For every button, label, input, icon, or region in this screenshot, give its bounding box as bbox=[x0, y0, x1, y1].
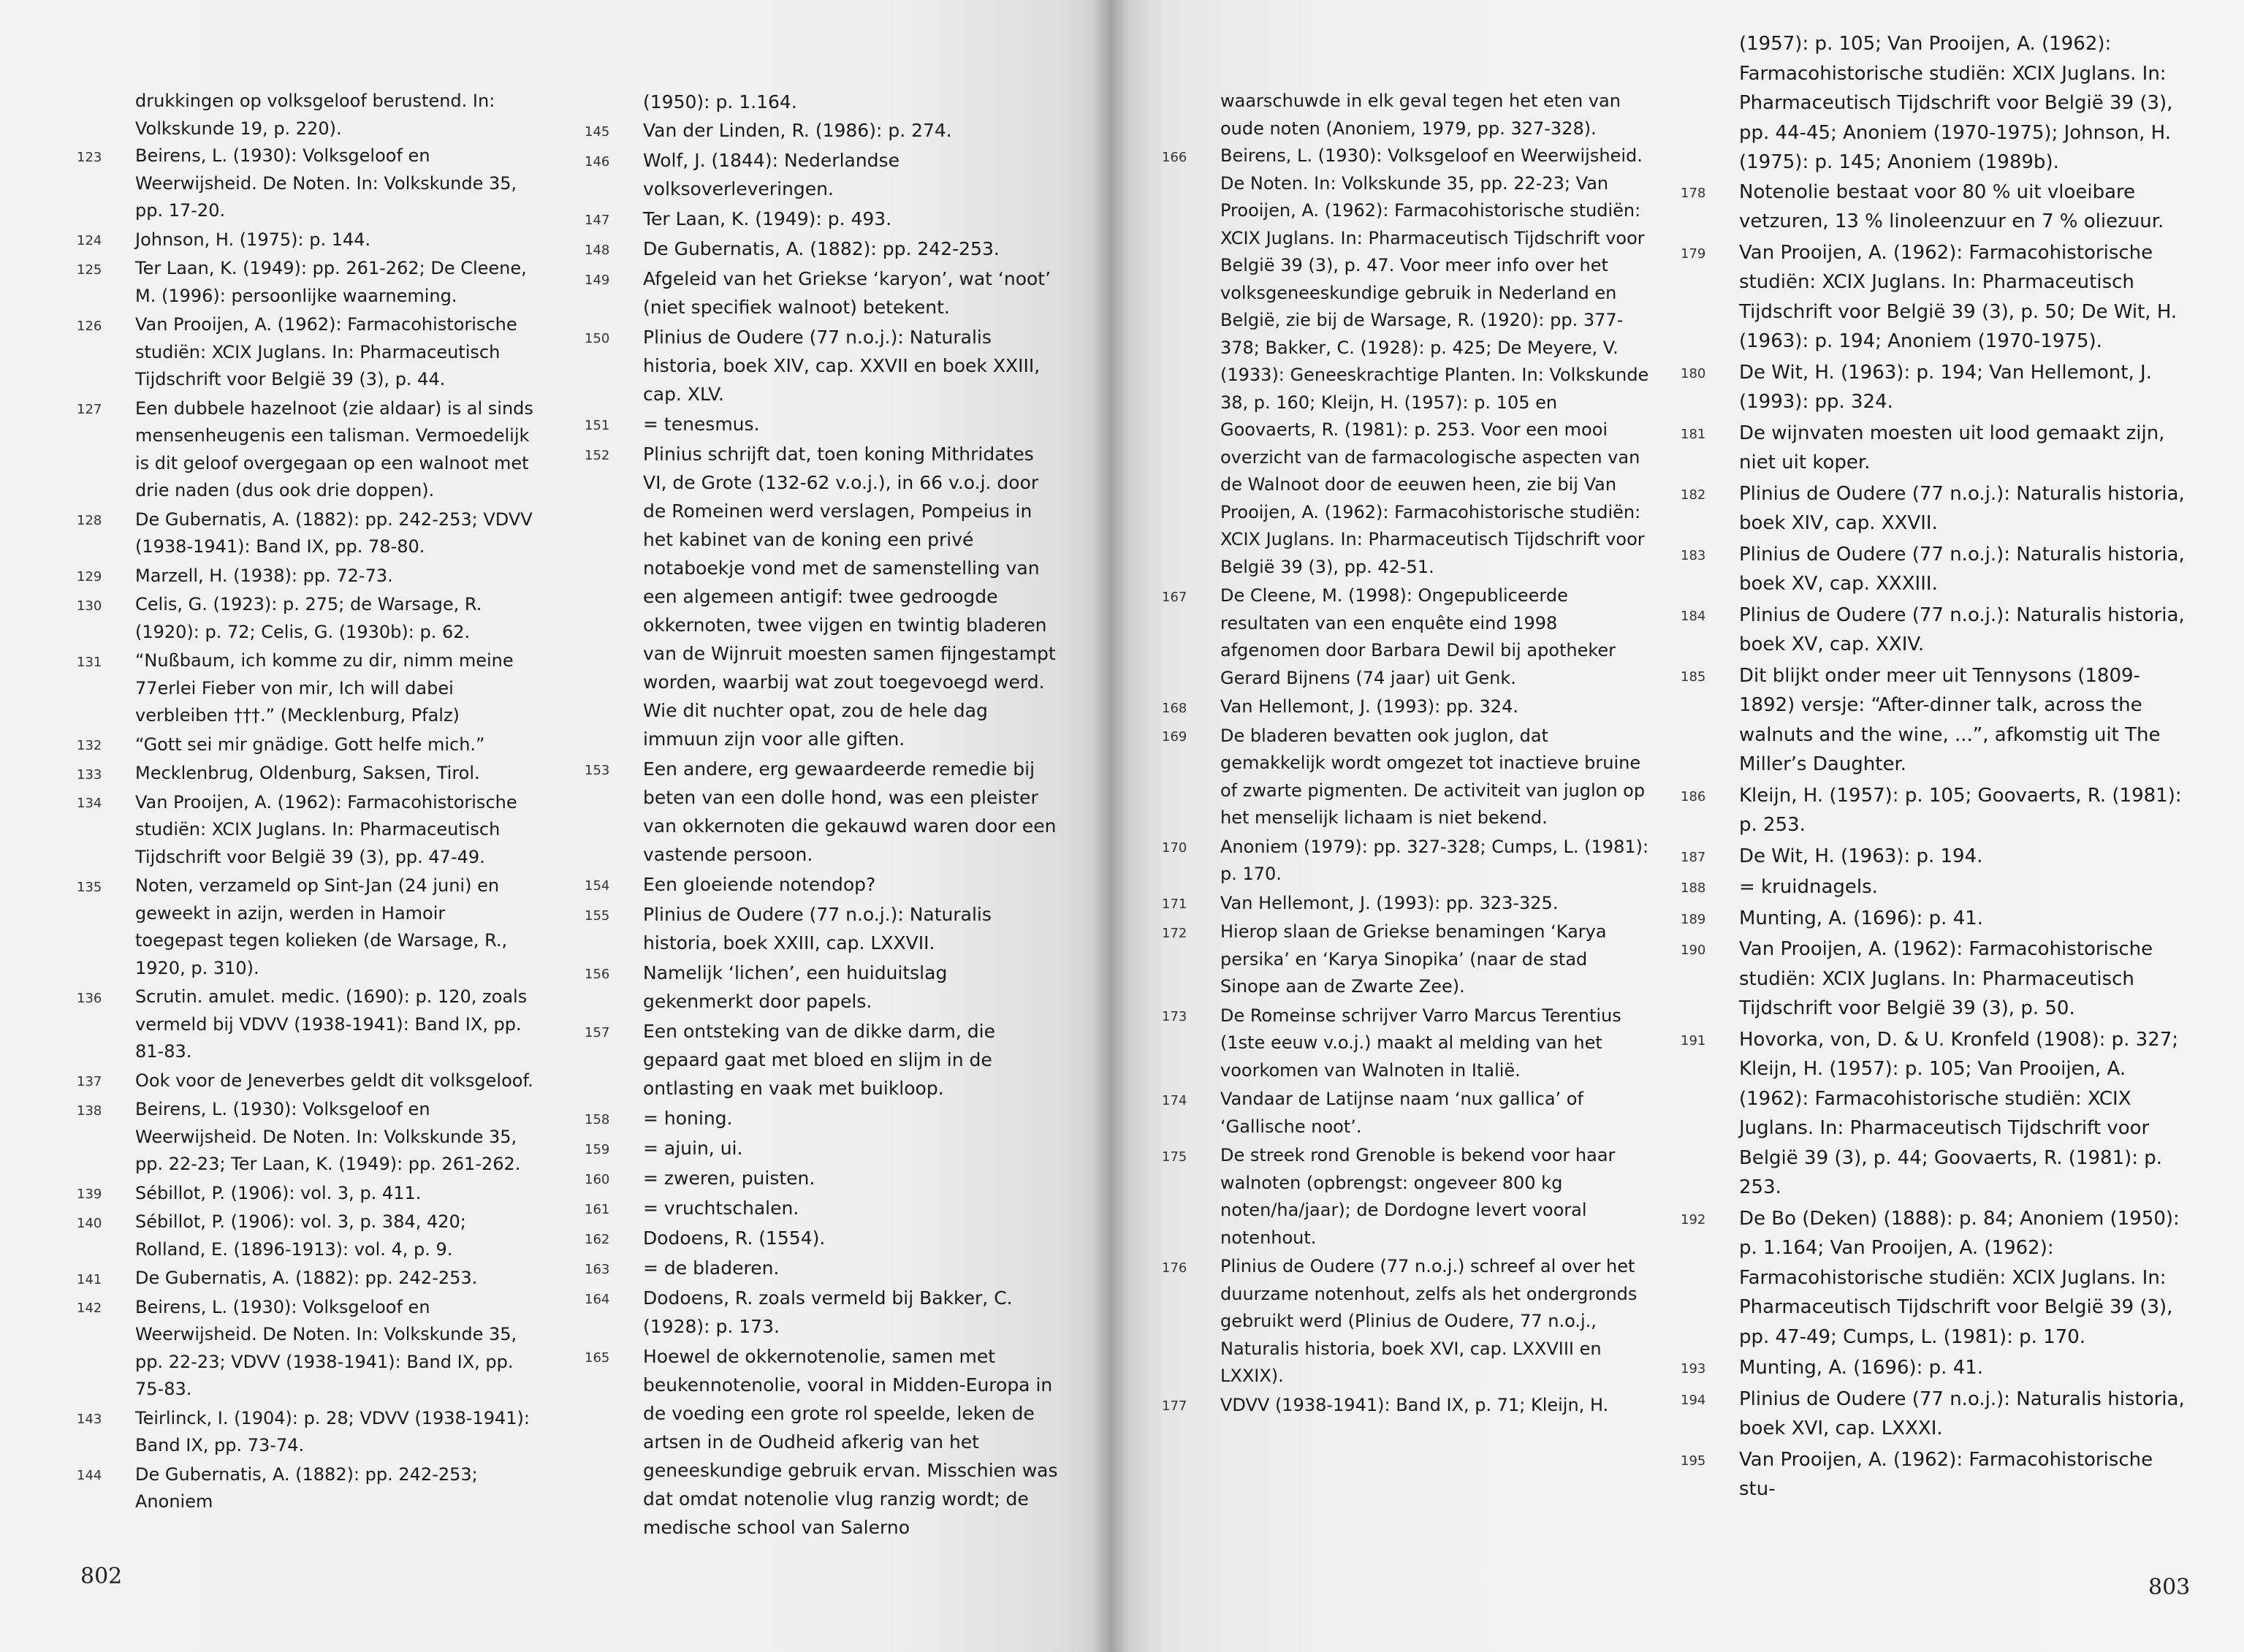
footnote bbox=[585, 323, 1060, 408]
footnote bbox=[585, 116, 1060, 145]
footnote bbox=[585, 870, 1060, 899]
footnote-number: 193 bbox=[1681, 1361, 1706, 1377]
footnote-number: 177 bbox=[1162, 1398, 1187, 1415]
footnote-text: Van Prooijen, A. (1962): Farmacohistorische studiën: XCIX Juglans. In: Pharmaceutisch Tijdschrift voor België 39 (3), pp. 47-49. bbox=[135, 791, 517, 867]
footnote-number: 170 bbox=[1162, 840, 1187, 856]
footnote-number: 188 bbox=[1681, 880, 1706, 897]
footnote bbox=[77, 506, 537, 561]
continued-note: drukkingen op volksgeloof berustend. In: Volkskunde 19, p. 220). bbox=[135, 91, 495, 139]
footnote-text: De Gubernatis, A. (1882): pp. 242-253. bbox=[135, 1268, 478, 1288]
footnote-text: Van Prooijen, A. (1962): Farmacohistorische studiën: XCIX Juglans. In: Pharmaceutisch Tijdschrift voor België 39 (3), p. 50. bbox=[1739, 938, 2153, 1019]
footnote-number: 182 bbox=[1681, 487, 1706, 503]
footnote-number: 130 bbox=[77, 598, 102, 614]
footnote-text: Hoewel de okkernotenolie, samen met beukennotenolie, vooral in Midden-Europa in de voeding een grote rol speelde, leken de artsen in de Oudheid afkerig van het geneeskundige gebruik ervan. Misschien was dat omdat notenolie vlug ranzig wordt; de medische school van Salerno bbox=[643, 1346, 1058, 1538]
footnote-text: = zweren, puisten. bbox=[643, 1168, 815, 1189]
footnote-number: 160 bbox=[585, 1171, 610, 1187]
footnote-text: Een gloeiende notendop? bbox=[643, 874, 876, 895]
footnote-number: 167 bbox=[1162, 589, 1187, 605]
footnote-number: 166 bbox=[1162, 149, 1187, 165]
notes-column-3 bbox=[1162, 88, 1651, 1420]
footnote-number: 168 bbox=[1162, 700, 1187, 716]
footnote bbox=[1162, 918, 1651, 1001]
footnote-text: De wijnvaten moesten uit lood gemaakt zijn, niet uit koper. bbox=[1739, 422, 2165, 473]
footnote-number: 172 bbox=[1162, 925, 1187, 941]
footnote-text: Johnson, H. (1975): p. 144. bbox=[135, 229, 371, 250]
footnote-number: 174 bbox=[1162, 1092, 1187, 1108]
footnote-text: = de bladeren. bbox=[643, 1257, 780, 1279]
footnote-number: 158 bbox=[585, 1111, 610, 1127]
footnote-text: Een dubbele hazelnoot (zie aldaar) is al sinds mensenheugenis een talisman. Vermoedelijk is dit geloof overgegaan op een walnoot met drie naden (dus ook drie doppen). bbox=[135, 397, 533, 500]
footnote-text: = ajuin, ui. bbox=[643, 1138, 743, 1159]
footnote bbox=[77, 563, 537, 590]
footnote-text: Afgeleid van het Griekse ‘karyon’, wat ‘noot’ (niet specifiek walnoot) betekent. bbox=[643, 268, 1051, 318]
footnote-text: Ook voor de Jeneverbes geldt dit volksgeloof. bbox=[135, 1070, 533, 1091]
footnote-number: 134 bbox=[77, 796, 102, 812]
footnote bbox=[1162, 582, 1651, 692]
footnote-text: Plinius de Oudere (77 n.o.j.): Naturalis historia, boek XV, cap. XXXIII. bbox=[1739, 543, 2185, 595]
footnote-number: 135 bbox=[77, 879, 102, 895]
footnote bbox=[585, 1164, 1060, 1192]
footnote bbox=[1681, 904, 2192, 934]
footnote-text: = vruchtschalen. bbox=[643, 1198, 799, 1219]
footnote bbox=[77, 731, 537, 759]
left-page bbox=[0, 0, 1111, 1652]
footnote bbox=[585, 146, 1060, 203]
footnote-text: Beirens, L. (1930): Volksgeloof en Weerwijsheid. De Noten. In: Volkskunde 35, pp. 22-23; Van Prooijen, A. (1962): Farmacohistorische studiën: XCIX Juglans. In: Pharmaceutisch Tijdschrift voor België 39 (3), p. 47. Voor meer info over het volksgeneeskundige gebruik in Nederland en België, zie bij de Warsage, R. (1920): pp. 377-378; Bakker, C. (1928): p. 425; De Meyere, V. (1933): Geneeskrachtige Planten. In: Volkskunde 38, p. 160; Kleijn, H. (1957): p. 105 en Goovaerts, R. (1981): p. 253. Voor een mooi overzicht van de farmacologische aspecten van de Walnoot door de eeuwen heen, zie bij Van Prooijen, A. (1962): Farmacohistorische studiën: XCIX Juglans. In: Pharmaceutisch Tijdschrift voor België 39 (3), pp. 42-51. bbox=[1220, 145, 1649, 577]
footnote bbox=[77, 227, 537, 254]
footnote-number: 152 bbox=[585, 447, 610, 463]
footnote-number: 128 bbox=[77, 513, 102, 529]
footnote-text: Van Hellemont, J. (1993): pp. 324. bbox=[1220, 696, 1518, 717]
footnote-text: De Cleene, M. (1998): Ongepubliceerde resultaten van een enquête eind 1998 afgenomen door Barbara Dewil bij apotheker Gerard Bijnens (74 jaar) uit Genk. bbox=[1220, 585, 1616, 688]
footnote-number: 171 bbox=[1162, 897, 1187, 913]
footnote bbox=[1681, 1353, 2192, 1383]
page-number-right: 803 bbox=[2148, 1575, 2191, 1600]
footnote bbox=[1681, 358, 2192, 417]
footnote-text: Plinius de Oudere (77 n.o.j.) schreef al over het duurzame notenhout, zelfs als het ondergronds gebruikt werd (Plinius de Oudere, 77 n.o.j., Naturalis historia, boek XVI, cap. LXXVIII en LXXIX). bbox=[1220, 1256, 1638, 1386]
footnote-number: 138 bbox=[77, 1103, 102, 1119]
footnote-text: De Wit, H. (1963): p. 194; Van Hellemont, J. (1993): pp. 324. bbox=[1739, 361, 2152, 413]
footnote-text: De bladeren bevatten ook juglon, dat gemakkelijk wordt omgezet tot inactieve bruine of zwarte pigmenten. De activiteit van juglon op het menselijk lichaam is niet bekend. bbox=[1220, 725, 1646, 828]
footnote-text: Anoniem (1979): pp. 327-328; Cumps, L. (1981): p. 170. bbox=[1220, 836, 1649, 884]
footnote bbox=[585, 755, 1060, 869]
footnote-number: 146 bbox=[585, 153, 610, 170]
footnote-text: = tenesmus. bbox=[643, 414, 760, 435]
footnote bbox=[77, 142, 537, 225]
footnote-number: 178 bbox=[1681, 185, 1706, 201]
footnote-number: 157 bbox=[585, 1024, 610, 1040]
footnote-text: Beirens, L. (1930): Volksgeloof en Weerwijsheid. De Noten. In: Volkskunde 35, pp. 17-20. bbox=[135, 145, 517, 221]
footnote-number: 124 bbox=[77, 233, 102, 249]
footnote bbox=[77, 983, 537, 1066]
continued-note: (1950): p. 1.164. bbox=[643, 91, 797, 113]
footnote-text: Plinius de Oudere (77 n.o.j.): Naturalis historia, boek XVI, cap. LXXXI. bbox=[1739, 1388, 2185, 1439]
footnote-number: 140 bbox=[77, 1215, 102, 1231]
footnote bbox=[77, 1180, 537, 1208]
footnote bbox=[1681, 842, 2192, 872]
footnote-text: De Gubernatis, A. (1882): pp. 242-253; Anoniem bbox=[135, 1463, 478, 1512]
footnote bbox=[1681, 540, 2192, 599]
footnote-number: 151 bbox=[585, 417, 610, 433]
footnote-number: 183 bbox=[1681, 547, 1706, 563]
footnote bbox=[77, 760, 537, 788]
footnote-number: 191 bbox=[1681, 1032, 1706, 1048]
footnote bbox=[1681, 419, 2192, 478]
footnote bbox=[585, 1342, 1060, 1542]
footnote-text: Van Hellemont, J. (1993): pp. 323-325. bbox=[1220, 892, 1559, 913]
footnote-number: 126 bbox=[77, 318, 102, 334]
footnote-text: Kleijn, H. (1957): p. 105; Goovaerts, R. (1981): p. 253. bbox=[1739, 784, 2182, 836]
footnote-number: 143 bbox=[77, 1412, 102, 1428]
footnote-text: Hovorka, von, D. & U. Kronfeld (1908): p. 327; Kleijn, H. (1957): p. 105; Van Prooijen, A. (1962): Farmacohistorische studiën: XCIX Juglans. In: Pharmaceutisch Tijdschrift voor België 39 (3), p. 44; Goovaerts, R. (1981): p. 253. bbox=[1739, 1028, 2179, 1198]
footnote-text: Plinius de Oudere (77 n.o.j.): Naturalis historia, boek XIV, cap. XXVII en boek XXIII, cap. XLV. bbox=[643, 327, 1041, 405]
footnote-number: 148 bbox=[585, 242, 610, 258]
footnote bbox=[1681, 872, 2192, 902]
footnote-text: Beirens, L. (1930): Volksgeloof en Weerwijsheid. De Noten. In: Volkskunde 35, pp. 22-23; Ter Laan, K. (1949): pp. 261-262. bbox=[135, 1099, 521, 1174]
footnote bbox=[585, 959, 1060, 1016]
footnote-number: 139 bbox=[77, 1187, 102, 1203]
footnote-text: Teirlinck, I. (1904): p. 28; VDVV (1938-1941): Band IX, pp. 73-74. bbox=[135, 1407, 530, 1455]
footnote-number: 189 bbox=[1681, 911, 1706, 927]
footnote-number: 132 bbox=[77, 738, 102, 754]
footnote-text: Dit blijkt onder meer uit Tennysons (1809-1892) versje: “After-dinner talk, across the walnuts and the wine, ...”, afkomstig uit The Miller’s Daughter. bbox=[1739, 664, 2161, 775]
footnote bbox=[585, 1284, 1060, 1341]
footnote bbox=[77, 395, 537, 505]
footnote bbox=[77, 1405, 537, 1460]
footnote bbox=[585, 1134, 1060, 1162]
footnote bbox=[77, 872, 537, 982]
footnote bbox=[1162, 1142, 1651, 1252]
footnote bbox=[77, 647, 537, 730]
footnote-text: Celis, G. (1923): p. 275; de Warsage, R. (1920): p. 72; Celis, G. (1930b): p. 62. bbox=[135, 594, 482, 642]
footnote-number: 131 bbox=[77, 654, 102, 670]
footnote-number: 185 bbox=[1681, 669, 1706, 685]
footnote-number: 173 bbox=[1162, 1009, 1187, 1025]
footnote-number: 123 bbox=[77, 149, 102, 165]
footnote-text: Van Prooijen, A. (1962): Farmacohistorische stu- bbox=[1739, 1448, 2153, 1500]
footnote-number: 163 bbox=[585, 1261, 610, 1277]
footnote-number: 194 bbox=[1681, 1392, 1706, 1408]
footnote-number: 147 bbox=[585, 212, 610, 228]
footnote bbox=[585, 1224, 1060, 1252]
footnote bbox=[77, 1294, 537, 1404]
footnote-text: Wolf, J. (1844): Nederlandse volksoverleveringen. bbox=[643, 150, 899, 199]
footnote bbox=[1681, 1025, 2192, 1203]
footnote-number: 127 bbox=[77, 402, 102, 418]
footnote-number: 149 bbox=[585, 272, 610, 288]
footnote-text: Van Prooijen, A. (1962): Farmacohistorische studiën: XCIX Juglans. In: Pharmaceutisch Tijdschrift voor België 39 (3), p. 44. bbox=[135, 314, 517, 389]
footnote bbox=[1162, 723, 1651, 832]
page-number-left: 802 bbox=[80, 1564, 123, 1589]
footnote-text: Plinius de Oudere (77 n.o.j.): Naturalis historia, boek XV, cap. XXIV. bbox=[1739, 604, 2185, 655]
footnote bbox=[585, 1017, 1060, 1103]
footnote-text: Munting, A. (1696): p. 41. bbox=[1739, 907, 1984, 929]
footnote-number: 142 bbox=[77, 1301, 102, 1317]
footnote-number: 125 bbox=[77, 262, 102, 278]
footnote-text: Noten, verzameld op Sint-Jan (24 juni) en geweekt in azijn, werden in Hamoir toegepast tegen kolieken (de Warsage, R., 1920, p. 310). bbox=[135, 875, 508, 978]
footnote-text: “Gott sei mir gnädige. Gott helfe mich.” bbox=[135, 734, 485, 755]
footnote-number: 155 bbox=[585, 907, 610, 924]
footnote-text: Munting, A. (1696): p. 41. bbox=[1739, 1357, 1984, 1379]
footnote-text: De Romeinse schrijver Varro Marcus Terentius (1ste eeuw v.o.j.) maakt al melding van het voorkomen van Walnoten in Italië. bbox=[1220, 1005, 1621, 1081]
footnote-number: 175 bbox=[1162, 1149, 1187, 1165]
footnote-number: 181 bbox=[1681, 426, 1706, 442]
footnote bbox=[77, 1067, 537, 1095]
footnote-text: De streek rond Grenoble is bekend voor haar walnoten (opbrengst: ongeveer 800 kg noten/ha/jaar); de Dordogne levert vooral notenhout. bbox=[1220, 1145, 1616, 1248]
footnote bbox=[1681, 781, 2192, 840]
footnote bbox=[585, 235, 1060, 263]
footnote bbox=[585, 410, 1060, 438]
footnote-number: 195 bbox=[1681, 1453, 1706, 1469]
footnote-number: 136 bbox=[77, 990, 102, 1006]
footnote bbox=[1162, 693, 1651, 721]
footnote bbox=[1681, 661, 2192, 780]
footnote bbox=[77, 1461, 537, 1516]
footnote-text: “Nußbaum, ich komme zu dir, nimm meine 77erlei Fieber von mir, Ich will dabei verbleiben †††.” (Mecklenburg, Pfalz) bbox=[135, 650, 514, 726]
footnote-text: De Bo (Deken) (1888): p. 84; Anoniem (1950): p. 1.164; Van Prooijen, A. (1962): Farmacohistorische studiën: XCIX Juglans. In: Pharmaceutisch Tijdschrift voor België 39 (3), pp. 47-49; Cumps, L. (1981): p. 170. bbox=[1739, 1207, 2180, 1348]
footnote-number: 184 bbox=[1681, 608, 1706, 624]
footnote-number: 187 bbox=[1681, 849, 1706, 865]
footnote bbox=[1681, 601, 2192, 660]
footnote-text: Mecklenbrug, Oldenburg, Saksen, Tirol. bbox=[135, 763, 480, 783]
footnote-text: = kruidnagels. bbox=[1739, 876, 1878, 898]
footnote-number: 169 bbox=[1162, 729, 1187, 745]
footnote-text: Notenolie bestaat voor 80 % uit vloeibare vetzuren, 13 % linoleenzuur en 7 % oliezuur. bbox=[1739, 180, 2164, 232]
footnote bbox=[1681, 238, 2192, 357]
footnote-text: Namelijk ‘lichen’, een huiduitslag gekenmerkt door papels. bbox=[643, 962, 948, 1012]
footnote bbox=[1162, 1392, 1651, 1420]
footnote-text: Hierop slaan de Griekse benamingen ‘Karya persika’ en ‘Karya Sinopika’ (naar de stad Sinope aan de Zwarte Zee). bbox=[1220, 921, 1607, 997]
footnote-text: Van Prooijen, A. (1962): Farmacohistorische studiën: XCIX Juglans. In: Pharmaceutisch Tijdschrift voor België 39 (3), p. 50; De Wit, H. (1963): p. 194; Anoniem (1970-1975). bbox=[1739, 241, 2178, 352]
footnote-number: 129 bbox=[77, 569, 102, 585]
footnote bbox=[1162, 142, 1651, 581]
footnote-number: 180 bbox=[1681, 365, 1706, 381]
footnote bbox=[1162, 1002, 1651, 1085]
footnote bbox=[585, 205, 1060, 233]
footnote-number: 176 bbox=[1162, 1260, 1187, 1276]
footnote-number: 144 bbox=[77, 1468, 102, 1484]
footnote-text: Ter Laan, K. (1949): pp. 261-262; De Cleene, M. (1996): persoonlijke waarneming. bbox=[135, 258, 527, 306]
footnote-text: = honing. bbox=[643, 1108, 733, 1129]
footnote bbox=[585, 1104, 1060, 1133]
footnote bbox=[585, 440, 1060, 753]
footnote-text: Beirens, L. (1930): Volksgeloof en Weerwijsheid. De Noten. In: Volkskunde 35, pp. 22-23; VDVV (1938-1941): Band IX, pp. 75-83. bbox=[135, 1296, 517, 1399]
footnote-number: 179 bbox=[1681, 245, 1706, 262]
footnote-text: Van der Linden, R. (1986): p. 274. bbox=[643, 120, 952, 141]
footnote bbox=[1681, 1445, 2192, 1504]
footnote-number: 150 bbox=[585, 330, 610, 346]
footnote bbox=[77, 591, 537, 646]
footnote bbox=[1681, 1385, 2192, 1444]
footnote-text: Dodoens, R. (1554). bbox=[643, 1227, 826, 1249]
continued-note: (1957): p. 105; Van Prooijen, A. (1962): Farmacohistorische studiën: XCIX Juglans. In: Pharmaceutisch Tijdschrift voor België 39 (3), pp. 44-45; Anoniem (1970-1975); Johnson, H. (1975): p. 145; Anoniem (1989b). bbox=[1739, 33, 2173, 173]
book-gutter bbox=[1092, 0, 1129, 1652]
footnote-text: Een andere, erg gewaardeerde remedie bij beten van een dolle hond, was een pleister van okkernoten die gekauwd waren door een vastende persoon. bbox=[643, 758, 1057, 865]
footnote-number: 186 bbox=[1681, 788, 1706, 804]
right-page bbox=[1111, 0, 2244, 1652]
footnote-number: 164 bbox=[585, 1291, 610, 1307]
footnote-number: 190 bbox=[1681, 943, 1706, 959]
footnote-text: Sébillot, P. (1906): vol. 3, p. 411. bbox=[135, 1182, 422, 1203]
footnote bbox=[585, 900, 1060, 957]
footnote-text: Scrutin. amulet. medic. (1690): p. 120, zoals vermeld bij VDVV (1938-1941): Band IX, pp. 81-83. bbox=[135, 986, 528, 1062]
notes-column-4 bbox=[1681, 29, 2192, 1506]
footnote-number: 156 bbox=[585, 966, 610, 982]
footnote-text: Een ontsteking van de dikke darm, die gepaard gaat met bloed en slijm in de ontlasting en vaak met buikloop. bbox=[643, 1021, 995, 1099]
footnote-text: De Gubernatis, A. (1882): pp. 242-253; VDVV (1938-1941): Band IX, pp. 78-80. bbox=[135, 509, 533, 557]
footnote bbox=[1162, 834, 1651, 888]
footnote-number: 162 bbox=[585, 1231, 610, 1247]
footnote-text: Plinius de Oudere (77 n.o.j.): Naturalis historia, boek XXIII, cap. LXXVII. bbox=[643, 904, 992, 953]
footnote bbox=[1681, 178, 2192, 237]
continued-note: waarschuwde in elk geval tegen het eten van oude noten (Anoniem, 1979, pp. 327-328). bbox=[1220, 91, 1621, 139]
footnote-number: 192 bbox=[1681, 1211, 1706, 1227]
footnote bbox=[77, 311, 537, 394]
footnote-number: 154 bbox=[585, 878, 610, 894]
footnote-text: Ter Laan, K. (1949): p. 493. bbox=[643, 208, 892, 229]
footnote bbox=[77, 1265, 537, 1293]
footnote-number: 133 bbox=[77, 766, 102, 783]
footnote bbox=[585, 1194, 1060, 1222]
footnote bbox=[1681, 1204, 2192, 1352]
footnote bbox=[1162, 890, 1651, 918]
footnote-text: Plinius schrijft dat, toen koning Mithridates VI, de Grote (132-62 v.o.j.), in 66 v.o.j. door de Romeinen werd verslagen, Pompeius in het kabinet van de koning een privé notaboekje vond met de samenstelling van een algemeen antigif: twee gedroogde okkernoten, twee vijgen en twintig bladeren van de Wijnruit moesten samen fijngestampt worden, waarbij wat zout toegevoegd werd. Wie dit nuchter opat, zou de hele dag immuun zijn voor alle giften. bbox=[643, 444, 1056, 750]
footnote-number: 165 bbox=[585, 1350, 610, 1366]
footnote-number: 159 bbox=[585, 1141, 610, 1157]
footnote-text: De Wit, H. (1963): p. 194. bbox=[1739, 845, 1983, 867]
footnote bbox=[1681, 935, 2192, 1024]
footnote bbox=[1162, 1086, 1651, 1141]
footnote bbox=[585, 264, 1060, 321]
footnote-number: 145 bbox=[585, 123, 610, 140]
footnote-number: 137 bbox=[77, 1074, 102, 1090]
footnote-text: Marzell, H. (1938): pp. 72-73. bbox=[135, 565, 393, 586]
footnote bbox=[77, 1096, 537, 1179]
footnote-text: Plinius de Oudere (77 n.o.j.): Naturalis historia, boek XIV, cap. XXVII. bbox=[1739, 482, 2185, 534]
footnote-text: Vandaar de Latijnse naam ‘nux gallica’ of ‘Gallische noot’. bbox=[1220, 1089, 1583, 1137]
footnote-text: VDVV (1938-1941): Band IX, p. 71; Kleijn, H. bbox=[1220, 1394, 1609, 1415]
footnote bbox=[1681, 479, 2192, 538]
notes-column-2 bbox=[585, 88, 1060, 1543]
footnote-text: Sébillot, P. (1906): vol. 3, p. 384, 420; Rolland, E. (1896-1913): vol. 4, p. 9. bbox=[135, 1211, 466, 1260]
footnote-number: 141 bbox=[77, 1271, 102, 1287]
footnote bbox=[585, 1254, 1060, 1282]
footnote bbox=[77, 255, 537, 310]
footnote bbox=[77, 1208, 537, 1263]
footnote bbox=[1162, 1253, 1651, 1390]
footnote-text: De Gubernatis, A. (1882): pp. 242-253. bbox=[643, 238, 1000, 259]
footnote bbox=[77, 789, 537, 872]
footnote-number: 153 bbox=[585, 762, 610, 778]
notes-column-1 bbox=[77, 88, 537, 1518]
footnote-text: Dodoens, R. zoals vermeld bij Bakker, C. (1928): p. 173. bbox=[643, 1287, 1013, 1337]
footnote-number: 161 bbox=[585, 1201, 610, 1217]
